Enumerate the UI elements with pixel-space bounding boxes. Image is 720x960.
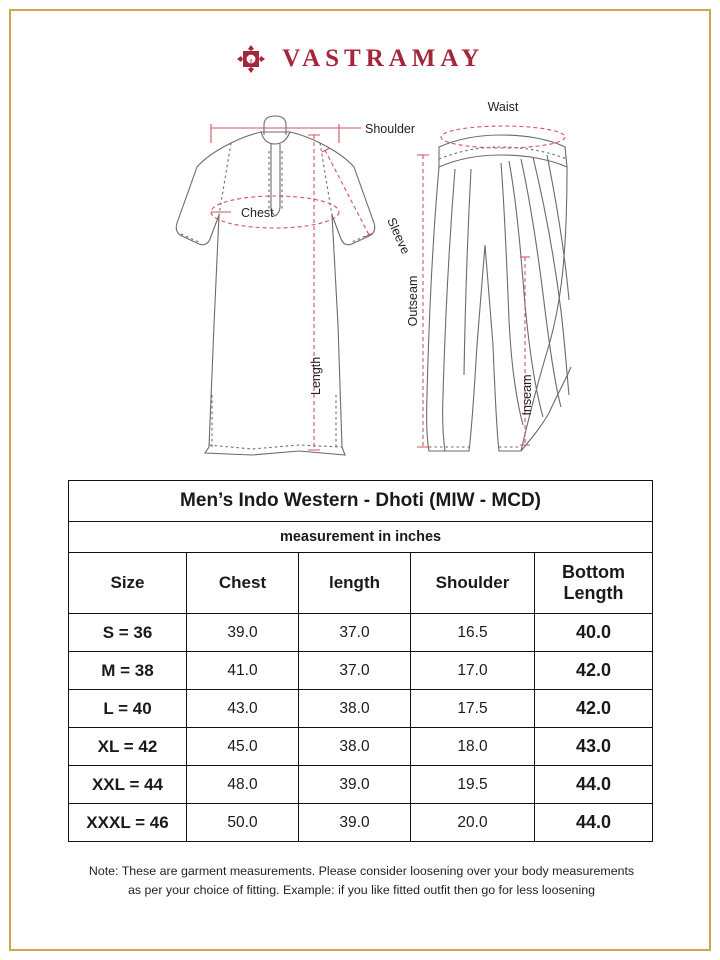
cell-shoulder: 16.5 xyxy=(411,614,535,652)
column-header-size: Size xyxy=(69,553,187,614)
dhoti-figure xyxy=(427,135,571,451)
cell-shoulder: 19.5 xyxy=(411,766,535,804)
table-row xyxy=(69,652,653,690)
label-outseam: Outseam xyxy=(406,275,420,327)
cell-bottom-length: 44.0 xyxy=(535,804,653,842)
cell-chest: 41.0 xyxy=(187,652,299,690)
svg-text:a: a xyxy=(249,55,253,65)
cell-length: 39.0 xyxy=(299,804,411,842)
measurement-note xyxy=(34,862,689,900)
table-subtitle: measurement in inches xyxy=(69,522,653,553)
cell-length: 38.0 xyxy=(299,690,411,728)
cell-length: 37.0 xyxy=(299,652,411,690)
note-line-1: Note: These are garment measurements. Please consider loosening over your body measurements xyxy=(88,864,635,878)
cell-chest: 39.0 xyxy=(187,614,299,652)
cell-length: 37.0 xyxy=(299,614,411,652)
kurta-figure xyxy=(176,116,375,455)
cell-length: 38.0 xyxy=(299,728,411,766)
cell-size: XXXL = 46 xyxy=(69,804,187,842)
column-header-bottom-line1: Bottom xyxy=(562,562,626,583)
label-sleeve: Sleeve xyxy=(384,215,413,257)
vastramay-logo-icon xyxy=(236,44,266,74)
table-row xyxy=(69,690,653,728)
cell-bottom-length: 40.0 xyxy=(535,614,653,652)
column-header-chest: Chest xyxy=(187,553,299,614)
cell-shoulder: 17.0 xyxy=(411,652,535,690)
table-title: Men’s Indo Western - Dhoti (MIW - MCD) xyxy=(69,481,653,522)
cell-size: S = 36 xyxy=(69,614,187,652)
label-length: Length xyxy=(309,356,323,395)
cell-shoulder: 18.0 xyxy=(411,728,535,766)
table-row xyxy=(69,766,653,804)
cell-chest: 45.0 xyxy=(187,728,299,766)
table-row xyxy=(69,728,653,766)
cell-bottom-length: 44.0 xyxy=(535,766,653,804)
cell-size: XXL = 44 xyxy=(69,766,187,804)
brand-header xyxy=(0,44,720,74)
cell-shoulder: 17.5 xyxy=(411,690,535,728)
cell-shoulder: 20.0 xyxy=(411,804,535,842)
cell-bottom-length: 42.0 xyxy=(535,690,653,728)
label-waist: Waist xyxy=(487,100,519,114)
cell-size: M = 38 xyxy=(69,652,187,690)
cell-length: 39.0 xyxy=(299,766,411,804)
label-inseam: Inseam xyxy=(520,374,534,416)
cell-chest: 43.0 xyxy=(187,690,299,728)
label-chest: Chest xyxy=(241,206,274,220)
cell-size: L = 40 xyxy=(69,690,187,728)
cell-chest: 50.0 xyxy=(187,804,299,842)
table-row xyxy=(69,804,653,842)
note-line-2: as per your choice of fitting. Example: if you like fitted outfit then go for less loosening xyxy=(128,883,595,898)
column-header-length: length xyxy=(299,553,411,614)
cell-size: XL = 42 xyxy=(69,728,187,766)
label-shoulder: Shoulder xyxy=(365,122,416,136)
table-row xyxy=(69,614,653,652)
column-header-shoulder: Shoulder xyxy=(411,553,535,614)
column-header-bottom-line2: Length xyxy=(563,583,624,603)
size-chart-table xyxy=(68,480,653,842)
table-header-row xyxy=(69,553,653,614)
cell-bottom-length: 43.0 xyxy=(535,728,653,766)
cell-bottom-length: 42.0 xyxy=(535,652,653,690)
garment-illustration xyxy=(9,95,711,475)
table-subtitle-row xyxy=(69,522,653,553)
column-header-bottom-length xyxy=(535,553,653,614)
cell-chest: 48.0 xyxy=(187,766,299,804)
brand-name: VASTRAMAY xyxy=(282,45,485,72)
size-chart-table-container xyxy=(68,480,652,842)
table-title-row xyxy=(69,481,653,522)
